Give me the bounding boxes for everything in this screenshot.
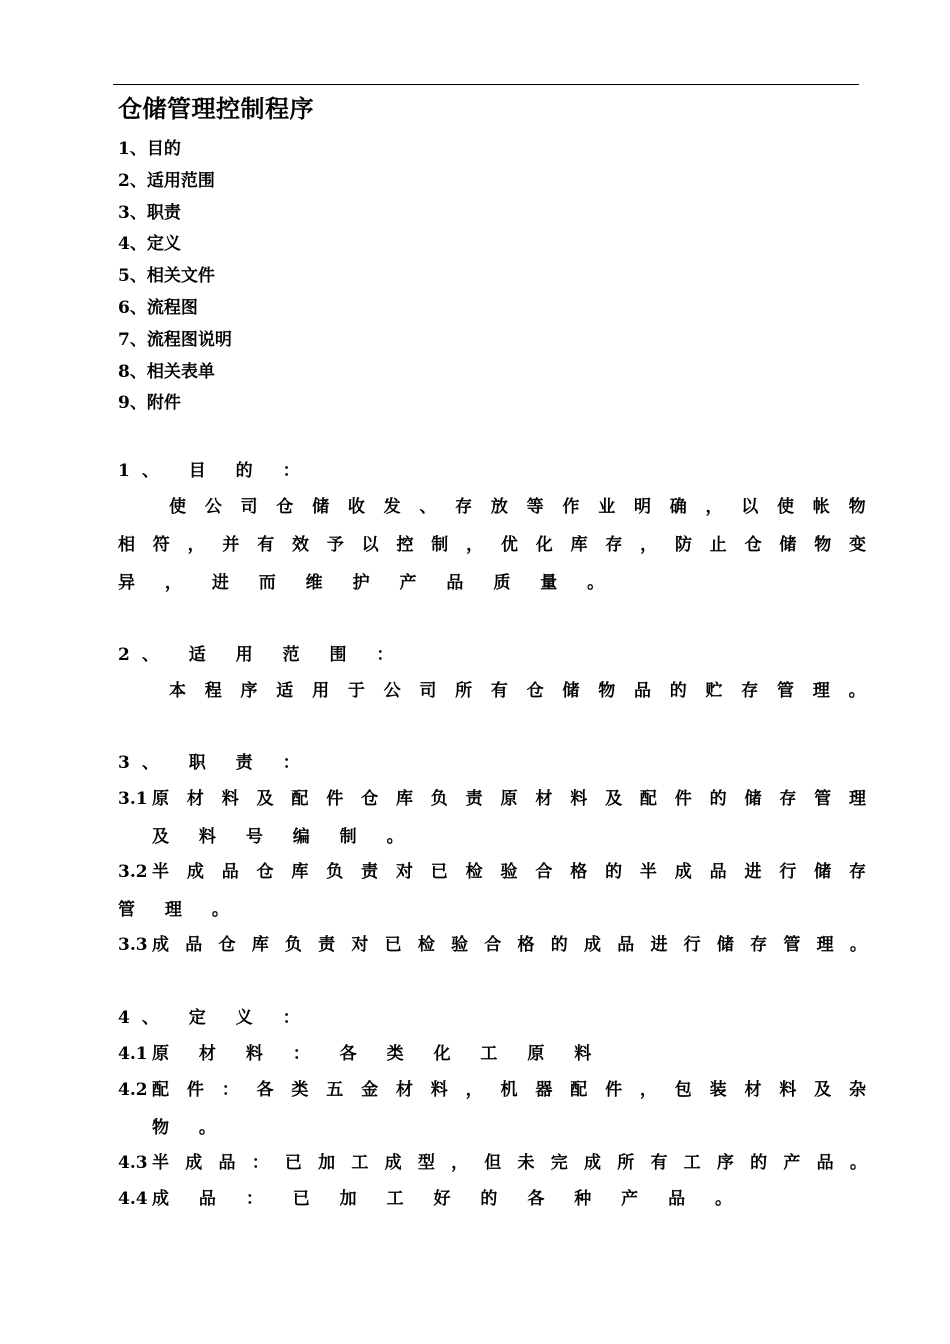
item-text: 成 品 仓 库 负 责 对 已 检 验 合 格 的 成 品 进 行 储 存 管 理 。 [152, 935, 872, 955]
table-of-contents [118, 134, 232, 420]
item-text: 成 品 ： 已 加 工 好 的 各 种 产 品 。 [152, 1189, 745, 1209]
paragraph-line: 相 符 ， 并 有 效 予 以 控 制 ， 优 化 库 存 ， 防 止 仓 储 物 变 [118, 535, 872, 555]
header-rule [113, 84, 859, 85]
section-heading-responsibilities: 3、 职 责 ： [118, 753, 312, 773]
paragraph-line: 本 程 序 适 用 于 公 司 所 有 仓 储 物 品 的 贮 存 管 理 。 [169, 681, 872, 701]
paragraph-line: 使 公 司 仓 储 收 发 、 存 放 等 作 业 明 确 ， 以 使 帐 物 [169, 497, 872, 517]
item-number: 4.1 [118, 1044, 148, 1064]
toc-item: 8、相关表单 [118, 361, 215, 382]
toc-item: 3、职责 [118, 202, 181, 223]
item-text: 物 。 [152, 1118, 228, 1138]
item-text: 半 成 品 仓 库 负 责 对 已 检 验 合 格 的 半 成 品 进 行 储 存 [152, 862, 872, 882]
item-number: 4.3 [118, 1153, 148, 1173]
item-number: 3.1 [118, 789, 148, 809]
item-text: 管 理 。 [118, 900, 241, 920]
section-heading-purpose: 1、 目 的 ： [118, 461, 312, 481]
toc-item: 4、定义 [118, 234, 181, 255]
page-title: 仓储管理控制程序 [118, 94, 314, 123]
item-number: 4.2 [118, 1080, 148, 1100]
item-number: 3.3 [118, 935, 148, 955]
toc-item: 1、目的 [118, 139, 181, 159]
toc-item: 9、附件 [118, 393, 181, 414]
item-text: 及 料 号 编 制 。 [152, 827, 416, 847]
paragraph-line: 异 ， 进 而 维 护 产 品 质 量 。 [118, 573, 617, 593]
item-text: 原 材 料 及 配 件 仓 库 负 责 原 材 料 及 配 件 的 储 存 管 理 [152, 789, 872, 809]
section-heading-scope: 2、 适 用 范 围 ： [118, 645, 406, 665]
item-number: 4.4 [118, 1189, 148, 1209]
toc-item: 5、相关文件 [118, 266, 215, 287]
toc-item: 7、流程图说明 [118, 329, 232, 350]
item-number: 3.2 [118, 862, 148, 882]
item-text: 原 材 料 ： 各 类 化 工 原 料 [152, 1044, 604, 1064]
item-text: 配 件 ： 各 类 五 金 材 料 ， 机 器 配 件 ， 包 装 材 料 及 杂 [152, 1080, 872, 1100]
section-heading-definitions: 4、 定 义 ： [118, 1008, 312, 1028]
item-text: 半 成 品 ： 已 加 工 成 型 ， 但 未 完 成 所 有 工 序 的 产 品 。 [152, 1153, 872, 1173]
toc-item: 2、适用范围 [118, 170, 215, 191]
toc-item: 6、流程图 [118, 297, 198, 318]
